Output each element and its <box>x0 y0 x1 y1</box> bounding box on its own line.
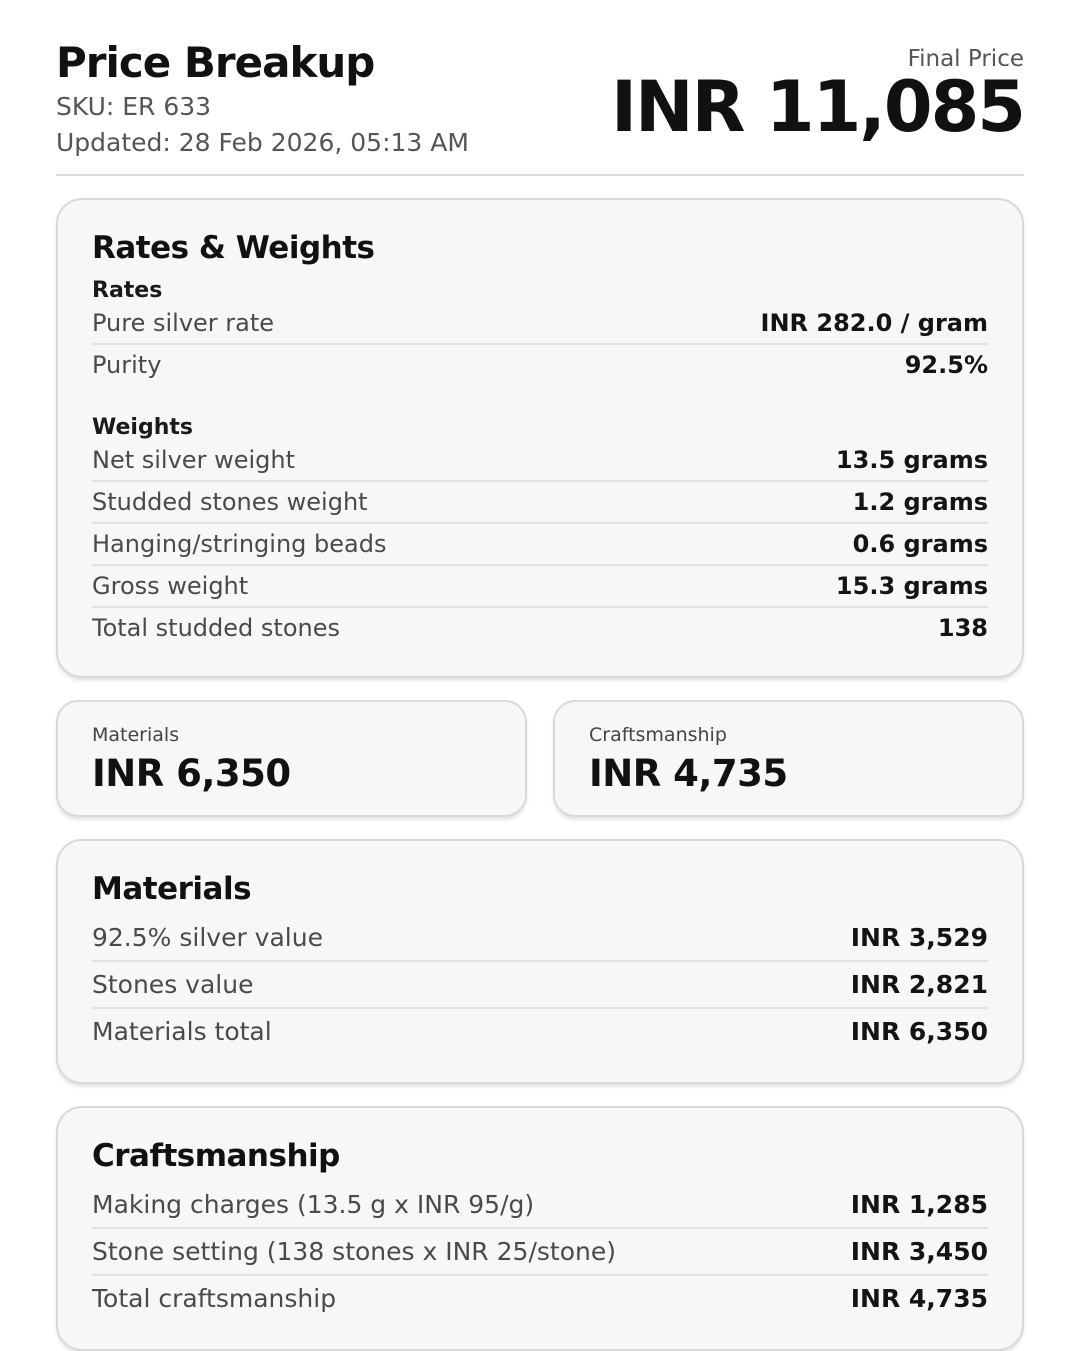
row-value: 138 <box>937 614 988 643</box>
craftsmanship-card <box>56 1106 1024 1351</box>
row-label: 92.5% silver value <box>92 923 323 953</box>
row-label: Studded stones weight <box>92 488 368 517</box>
row-label: Total studded stones <box>92 614 340 643</box>
final-price-value: INR 11,085 <box>610 66 1024 148</box>
row-label: Total craftsmanship <box>92 1284 337 1314</box>
row-value: INR 1,285 <box>850 1190 988 1220</box>
row-label: Net silver weight <box>92 446 295 475</box>
row-value: INR 4,735 <box>850 1284 988 1314</box>
table-row <box>92 524 988 566</box>
row-label: Gross weight <box>92 572 249 601</box>
craftsmanship-summary-card <box>553 700 1024 817</box>
table-row <box>92 345 988 385</box>
weights-subheading: Weights <box>92 415 193 441</box>
rates-weights-title: Rates & Weights <box>92 230 375 267</box>
rates-weights-card <box>56 198 1024 678</box>
row-label: Stone setting (138 stones x INR 25/stone) <box>92 1237 616 1267</box>
row-value: INR 6,350 <box>850 1017 988 1047</box>
header-divider <box>56 174 1024 176</box>
summary-value: INR 6,350 <box>92 752 291 796</box>
summary-label: Craftsmanship <box>589 724 727 747</box>
table-row <box>92 1182 988 1229</box>
row-label: Pure silver rate <box>92 309 275 338</box>
row-value: INR 3,450 <box>850 1237 988 1267</box>
row-label: Making charges (13.5 g x INR 95/g) <box>92 1190 535 1220</box>
summary-label: Materials <box>92 724 180 747</box>
row-value: 0.6 grams <box>852 530 988 559</box>
materials-summary-card <box>56 700 527 817</box>
page-title: Price Breakup <box>56 38 375 87</box>
row-label: Purity <box>92 351 162 380</box>
table-row <box>92 962 988 1009</box>
rates-subheading: Rates <box>92 278 163 304</box>
row-value: 13.5 grams <box>835 446 988 475</box>
table-row <box>92 566 988 608</box>
updated-text: Updated: 28 Feb 2026, 05:13 AM <box>56 128 469 158</box>
row-value: 92.5% <box>904 351 988 380</box>
final-price-block <box>610 40 1024 148</box>
header <box>56 40 1024 158</box>
row-label: Hanging/stringing beads <box>92 530 387 559</box>
table-row <box>92 1276 988 1321</box>
row-value: 1.2 grams <box>852 488 988 517</box>
final-price-label: Final Price <box>907 46 1024 72</box>
row-label: Stones value <box>92 970 254 1000</box>
craftsmanship-title: Craftsmanship <box>92 1138 340 1175</box>
table-row <box>92 608 988 648</box>
summary-value: INR 4,735 <box>589 752 788 796</box>
table-row <box>92 303 988 345</box>
row-value: INR 2,821 <box>850 970 988 1000</box>
table-row <box>92 482 988 524</box>
row-value: INR 3,529 <box>850 923 988 953</box>
header-left <box>56 40 469 158</box>
materials-card <box>56 839 1024 1084</box>
row-value: INR 282.0 / gram <box>760 309 988 338</box>
table-row <box>92 440 988 482</box>
table-row <box>92 915 988 962</box>
table-row <box>92 1009 988 1054</box>
sku-text: SKU: ER 633 <box>56 92 212 122</box>
row-label: Materials total <box>92 1017 272 1047</box>
row-value: 15.3 grams <box>835 572 988 601</box>
materials-title: Materials <box>92 871 252 908</box>
table-row <box>92 1229 988 1276</box>
summary-cards <box>56 700 1024 817</box>
